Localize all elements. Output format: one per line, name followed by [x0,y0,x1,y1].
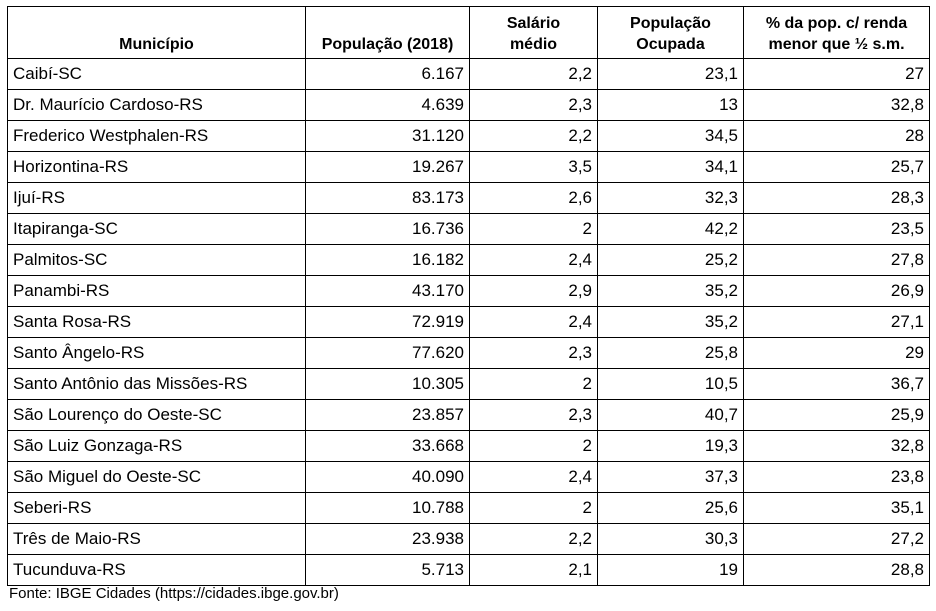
cell-ocupada: 13 [598,90,744,121]
cell-populacao: 77.620 [306,338,470,369]
table-row [8,59,930,90]
cell-populacao: 72.919 [306,307,470,338]
cell-ocupada: 34,5 [598,121,744,152]
cell-renda: 23,8 [744,462,930,493]
cell-populacao: 10.305 [306,369,470,400]
cell-salario: 2 [470,493,598,524]
cell-municipio: Palmitos-SC [8,245,306,276]
table-row [8,90,930,121]
table-row [8,307,930,338]
cell-renda: 25,9 [744,400,930,431]
cell-ocupada: 19,3 [598,431,744,462]
cell-salario: 2,3 [470,338,598,369]
cell-municipio: Caibí-SC [8,59,306,90]
data-table-container [7,6,930,586]
header-populacao [306,7,470,59]
cell-municipio: São Luiz Gonzaga-RS [8,431,306,462]
table-header-row [8,7,930,59]
cell-ocupada: 25,6 [598,493,744,524]
source-note: Fonte: IBGE Cidades (https://cidades.ibge.gov.br) [9,585,339,602]
cell-populacao: 23.857 [306,400,470,431]
table-body [8,59,930,586]
header-text-line: médio [509,36,558,53]
cell-renda: 28,8 [744,555,930,586]
cell-salario: 2,3 [470,90,598,121]
table-row [8,400,930,431]
cell-salario: 2,2 [470,524,598,555]
cell-renda: 23,5 [744,214,930,245]
cell-renda: 35,1 [744,493,930,524]
cell-municipio: São Lourenço do Oeste-SC [8,400,306,431]
header-text-line: Ocupada [636,36,705,53]
cell-populacao: 33.668 [306,431,470,462]
cell-populacao: 31.120 [306,121,470,152]
header-text-line: Município [119,36,194,53]
cell-renda: 36,7 [744,369,930,400]
table-row [8,276,930,307]
cell-populacao: 23.938 [306,524,470,555]
cell-ocupada: 19 [598,555,744,586]
cell-municipio: Tucunduva-RS [8,555,306,586]
cell-salario: 2,4 [470,307,598,338]
cell-municipio: Santa Rosa-RS [8,307,306,338]
cell-salario: 2,9 [470,276,598,307]
cell-salario: 2 [470,431,598,462]
cell-municipio: Frederico Westphalen-RS [8,121,306,152]
table-row [8,214,930,245]
cell-ocupada: 40,7 [598,400,744,431]
municipalities-table [7,6,930,586]
cell-renda: 26,9 [744,276,930,307]
header-municipio [8,7,306,59]
header-renda [744,7,930,59]
cell-populacao: 83.173 [306,183,470,214]
cell-renda: 28 [744,121,930,152]
cell-populacao: 10.788 [306,493,470,524]
cell-ocupada: 42,2 [598,214,744,245]
cell-populacao: 43.170 [306,276,470,307]
cell-salario: 2,6 [470,183,598,214]
cell-municipio: Dr. Maurício Cardoso-RS [8,90,306,121]
cell-salario: 2,4 [470,462,598,493]
table-row [8,524,930,555]
cell-populacao: 40.090 [306,462,470,493]
cell-salario: 2,1 [470,555,598,586]
header-text-line: População (2018) [321,36,454,53]
cell-municipio: Santo Antônio das Missões-RS [8,369,306,400]
cell-municipio: Horizontina-RS [8,152,306,183]
table-row [8,493,930,524]
cell-municipio: Santo Ângelo-RS [8,338,306,369]
cell-ocupada: 35,2 [598,276,744,307]
cell-populacao: 19.267 [306,152,470,183]
cell-renda: 27,8 [744,245,930,276]
cell-salario: 3,5 [470,152,598,183]
header-ocupada [598,7,744,59]
cell-populacao: 5.713 [306,555,470,586]
table-row [8,431,930,462]
cell-salario: 2,2 [470,121,598,152]
cell-renda: 28,3 [744,183,930,214]
cell-populacao: 4.639 [306,90,470,121]
table-row [8,555,930,586]
table-row [8,121,930,152]
cell-salario: 2 [470,214,598,245]
header-salario [470,7,598,59]
cell-renda: 32,8 [744,90,930,121]
cell-renda: 29 [744,338,930,369]
cell-renda: 25,7 [744,152,930,183]
cell-renda: 27,1 [744,307,930,338]
cell-ocupada: 10,5 [598,369,744,400]
cell-salario: 2 [470,369,598,400]
cell-ocupada: 32,3 [598,183,744,214]
cell-salario: 2,2 [470,59,598,90]
cell-renda: 27,2 [744,524,930,555]
cell-ocupada: 34,1 [598,152,744,183]
table-row [8,462,930,493]
table-row [8,245,930,276]
cell-populacao: 6.167 [306,59,470,90]
cell-ocupada: 25,8 [598,338,744,369]
cell-ocupada: 35,2 [598,307,744,338]
table-row [8,369,930,400]
table-row [8,338,930,369]
cell-ocupada: 23,1 [598,59,744,90]
cell-populacao: 16.736 [306,214,470,245]
cell-renda: 27 [744,59,930,90]
cell-municipio: Itapiranga-SC [8,214,306,245]
cell-municipio: Seberi-RS [8,493,306,524]
cell-ocupada: 30,3 [598,524,744,555]
cell-ocupada: 37,3 [598,462,744,493]
cell-salario: 2,4 [470,245,598,276]
table-row [8,183,930,214]
cell-salario: 2,3 [470,400,598,431]
header-text-line: População [630,15,711,32]
cell-municipio: São Miguel do Oeste-SC [8,462,306,493]
cell-ocupada: 25,2 [598,245,744,276]
header-text-line: % da pop. c/ renda [765,15,908,32]
header-text-line: Salário [506,15,561,32]
cell-municipio: Ijuí-RS [8,183,306,214]
table-row [8,152,930,183]
cell-renda: 32,8 [744,431,930,462]
cell-municipio: Três de Maio-RS [8,524,306,555]
cell-municipio: Panambi-RS [8,276,306,307]
header-text-line: menor que ½ s.m. [768,36,905,53]
cell-populacao: 16.182 [306,245,470,276]
